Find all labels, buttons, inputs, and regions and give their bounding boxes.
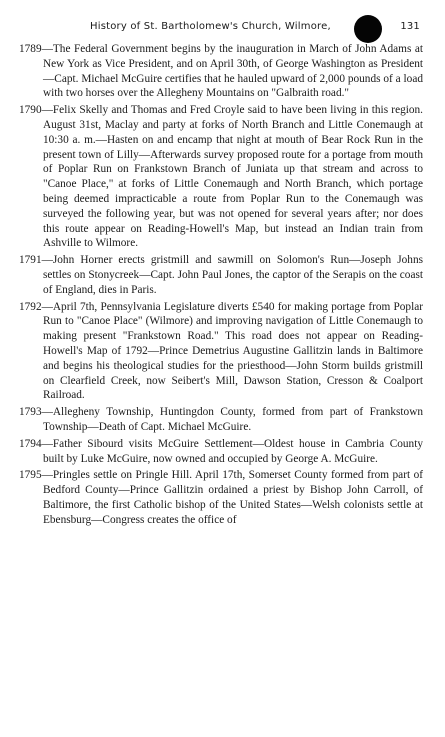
page-number: 131 — [400, 21, 420, 32]
chronology-entry-1791: 1791—John Horner erects gristmill and sawmill on Solomon's Run—Joseph Johns settles on Stonycreek—Capt. John Paul Jones, the captor of the Serapis on the coast of England, dies in Paris. — [19, 254, 423, 296]
chronology-entry-1793: 1793—Allegheny Township, Huntingdon County, formed from part of Frankstown Township—Death of Capt. Michael McGuire. — [19, 406, 423, 433]
chronology-entry-1792: 1792—April 7th, Pennsylvania Legislature diverts £540 for making portage from Poplar Run to "Canoe Place" (Wilmore) and improving navigation of Little Conemaugh to making present "Frankstown Road." This road does not appear on Reading-Howell's Map of 1792—Prince Demetrius Augustine Gallitzin lands in Baltimore and begins his theological studies for the priesthood—John Storm builds gristmill on Clearfield Creek, now Seibert's Mill, Dawson Station, Cresson & Coalport Railroad. — [19, 300, 423, 402]
chronology-text — [19, 42, 423, 530]
chronology-entry-1790: 1790—Felix Skelly and Thomas and Fred Croyle said to have been living in this region. August 31st, Maclay and party at forks of North Branch and Little Conemaugh at 10:30 a. m.—Hasten on and encamp that night at mouth of Bear Rock Run in the present town of Lilly—Afterwards survey proposed route for a portage from mouth of Poplar Run on Frankstown Branch of Juniata up that stream and across to "Canoe Place," at forks of Little Conemaugh and North Branch, which portage being deemed impracticable a route from Poplar Run to the Conemaugh was surveyed the following year, but was not opened for several years after; nor does this route appear on Reading-Howell's Map, but instead an Indian train from Ashville to Wilmore. — [19, 104, 423, 250]
chronology-entry-1794: 1794—Father Sibourd visits McGuire Settlement—Oldest house in Cambria County built by Luke McGuire, now owned and occupied by George A. McGuire. — [19, 437, 423, 465]
chronology-entry-1795: 1795—Pringles settle on Pringle Hill. April 17th, Somerset County formed from part of Bedford County—Prince Gallitzin ordained a priest by Bishop John Carroll, of Baltimore, the first Catholic bishop of the United States—Welsh colonists settle at Ebensburg—Congress creates the office of — [19, 469, 423, 526]
chronology-entry-1789: 1789—The Federal Government begins by the inauguration in March of John Adams at New York as Vice President, and on April 30th, of George Washington as President—Capt. Michael McGuire certifies that he hauled upward of 2,000 pounds of a load with two horses over the Allegheny Mountains on "Galbraith road." — [19, 43, 423, 100]
punch-hole-mark — [354, 15, 382, 43]
header-title: History of St. Bartholomew's Church, Wilmore, — [90, 21, 331, 32]
